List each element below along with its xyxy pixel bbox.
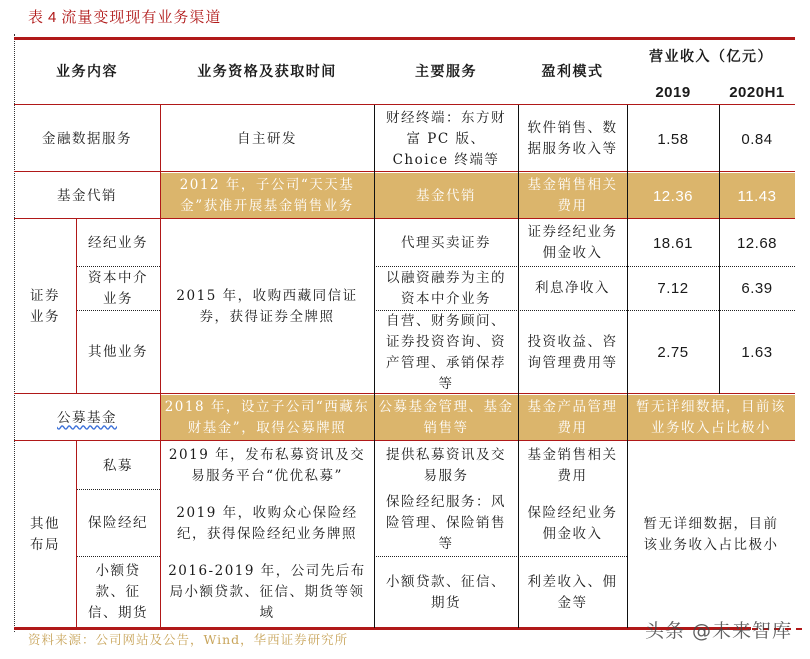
watermark: 头条 @未来智库 <box>645 620 793 642</box>
other-sub-qualification: 2016-2019 年，公司先后布局小额贷款、征信、期货等领域 <box>168 563 366 621</box>
caption-number: 4 <box>48 9 58 26</box>
other-sub-service: 提供私募资讯及交易服务 <box>386 447 506 484</box>
fund-sales-profit-model: 基金销售相关费用 <box>518 173 627 219</box>
other-revenue-note: 暂无详细数据，目前该业务收入占比极小 <box>643 516 779 553</box>
securities-sub-profit-model: 利息净收入 <box>535 280 610 296</box>
securities-sub-rev-2020h1: 6.39 <box>741 280 773 297</box>
securities-sub-rev-2020h1: 12.68 <box>736 234 778 252</box>
col-rule <box>627 105 628 628</box>
header-profit-model: 盈利模式 <box>541 64 604 80</box>
sub-row-rule <box>374 556 627 557</box>
other-sub-qualification: 2019 年，收购众心保险经纪，获得保险经纪业务牌照 <box>176 504 358 542</box>
securities-sub-rev-2019: 2.75 <box>657 344 689 361</box>
securities-sub-business: 经纪业务 <box>88 234 148 251</box>
sub-col-rule <box>76 219 77 394</box>
securities-sub-rev-2019: 18.61 <box>652 234 694 252</box>
col-rule <box>719 105 720 394</box>
caption-label: 表 <box>28 8 45 26</box>
data-service-rev-2019: 1.58 <box>657 130 689 148</box>
data-service-business: 金融数据服务 <box>42 130 132 147</box>
sub-row-rule <box>76 266 160 267</box>
other-sub-profit-model: 利差收入、佣金等 <box>527 573 618 611</box>
other-sub-qualification: 2019 年，发布私募资讯及交易服务平台“优优私募” <box>168 447 366 484</box>
securities-sub-profit-model: 投资收益、咨询管理费用等 <box>527 333 618 371</box>
securities-sub-service: 代理买卖证券 <box>401 234 491 251</box>
securities-sub-rev-2019: 7.12 <box>657 280 689 297</box>
other-sub-service: 保险经纪服务：风险管理、保险销售等 <box>386 494 506 552</box>
row-rule <box>14 171 795 172</box>
public-fund-service: 公募基金管理、基金销售等 <box>374 395 518 441</box>
data-service-service: 财经终端：东方财富 PC 版、Choice 终端等 <box>386 109 506 168</box>
sub-row-rule <box>374 310 795 311</box>
source-note: 资料来源：公司网站及公告，Wind，华西证券研究所 <box>28 632 349 647</box>
sub-col-rule <box>76 441 77 628</box>
other-sub-profit-model: 基金销售相关费用 <box>527 447 618 484</box>
fund-sales-rev-2019: 12.36 <box>627 173 719 219</box>
sub-row-rule <box>76 310 160 311</box>
fund-sales-rev-2020h1: 11.43 <box>719 173 795 219</box>
col-rule <box>160 105 161 628</box>
col-rule <box>374 105 375 628</box>
other-sub-business: 保险经纪 <box>88 515 148 531</box>
securities-sub-service: 自营、财务顾问、证券投资咨询、资产管理、承销保荐等 <box>386 312 506 392</box>
fund-sales-business: 基金代销 <box>57 187 117 204</box>
fund-sales-service: 基金代销 <box>374 173 518 219</box>
securities-sub-rev-2020h1: 1.63 <box>741 344 773 361</box>
sub-row-rule <box>374 266 795 267</box>
fund-sales-qualification: 2012 年，子公司“天天基金”获准开展基金销售业务 <box>160 173 374 219</box>
other-sub-profit-model: 保险经纪业务佣金收入 <box>527 504 618 542</box>
data-service-qualification: 自主研发 <box>237 130 297 147</box>
other-sub-service: 小额贷款、征信、期货 <box>386 573 506 611</box>
securities-qualification: 2015 年，收购西藏同信证券，获得证券全牌照 <box>176 288 358 325</box>
row-rule <box>14 440 795 441</box>
header-service: 主要服务 <box>415 64 477 80</box>
table-caption <box>28 6 221 27</box>
public-fund-qualification: 2018 年，设立子公司“西藏东财基金”，取得公募牌照 <box>160 395 374 441</box>
data-service-rev-2020h1: 0.84 <box>741 130 773 148</box>
header-year-2019: 2019 <box>655 83 691 101</box>
header-year-2020h1: 2020H1 <box>729 83 785 101</box>
sub-row-rule <box>76 489 160 490</box>
table-top-rule <box>14 37 795 40</box>
other-sub-business: 私募 <box>103 457 133 474</box>
public-fund-business: 公募基金 <box>57 409 117 426</box>
public-fund-profit-model: 基金产品管理费用 <box>518 395 627 441</box>
other-sub-business: 小额贷款、征信、期货 <box>88 563 148 621</box>
data-service-profit-model: 软件销售、数据服务收入等 <box>527 120 618 157</box>
securities-sub-business: 其他业务 <box>88 344 148 360</box>
caption-title: 流量变现现有业务渠道 <box>61 8 222 26</box>
securities-group-label: 证券业务 <box>30 288 60 325</box>
header-qualification: 业务资格及获取时间 <box>197 64 337 80</box>
header-revenue: 营业收入（亿元） <box>649 48 773 65</box>
public-fund-revenue-note: 暂无详细数据，目前该业务收入占比极小 <box>627 395 795 441</box>
securities-sub-business: 资本中介业务 <box>88 269 148 307</box>
row-rule <box>14 393 795 394</box>
securities-sub-profit-model: 证券经纪业务佣金收入 <box>527 224 618 261</box>
header-bottom-rule <box>14 104 795 105</box>
row-rule <box>14 218 795 219</box>
other-group-label: 其他布局 <box>30 516 60 553</box>
securities-sub-service: 以融资融券为主的资本中介业务 <box>386 269 506 307</box>
col-rule <box>518 105 519 628</box>
sub-row-rule <box>76 556 160 557</box>
header-business: 业务内容 <box>56 64 118 80</box>
